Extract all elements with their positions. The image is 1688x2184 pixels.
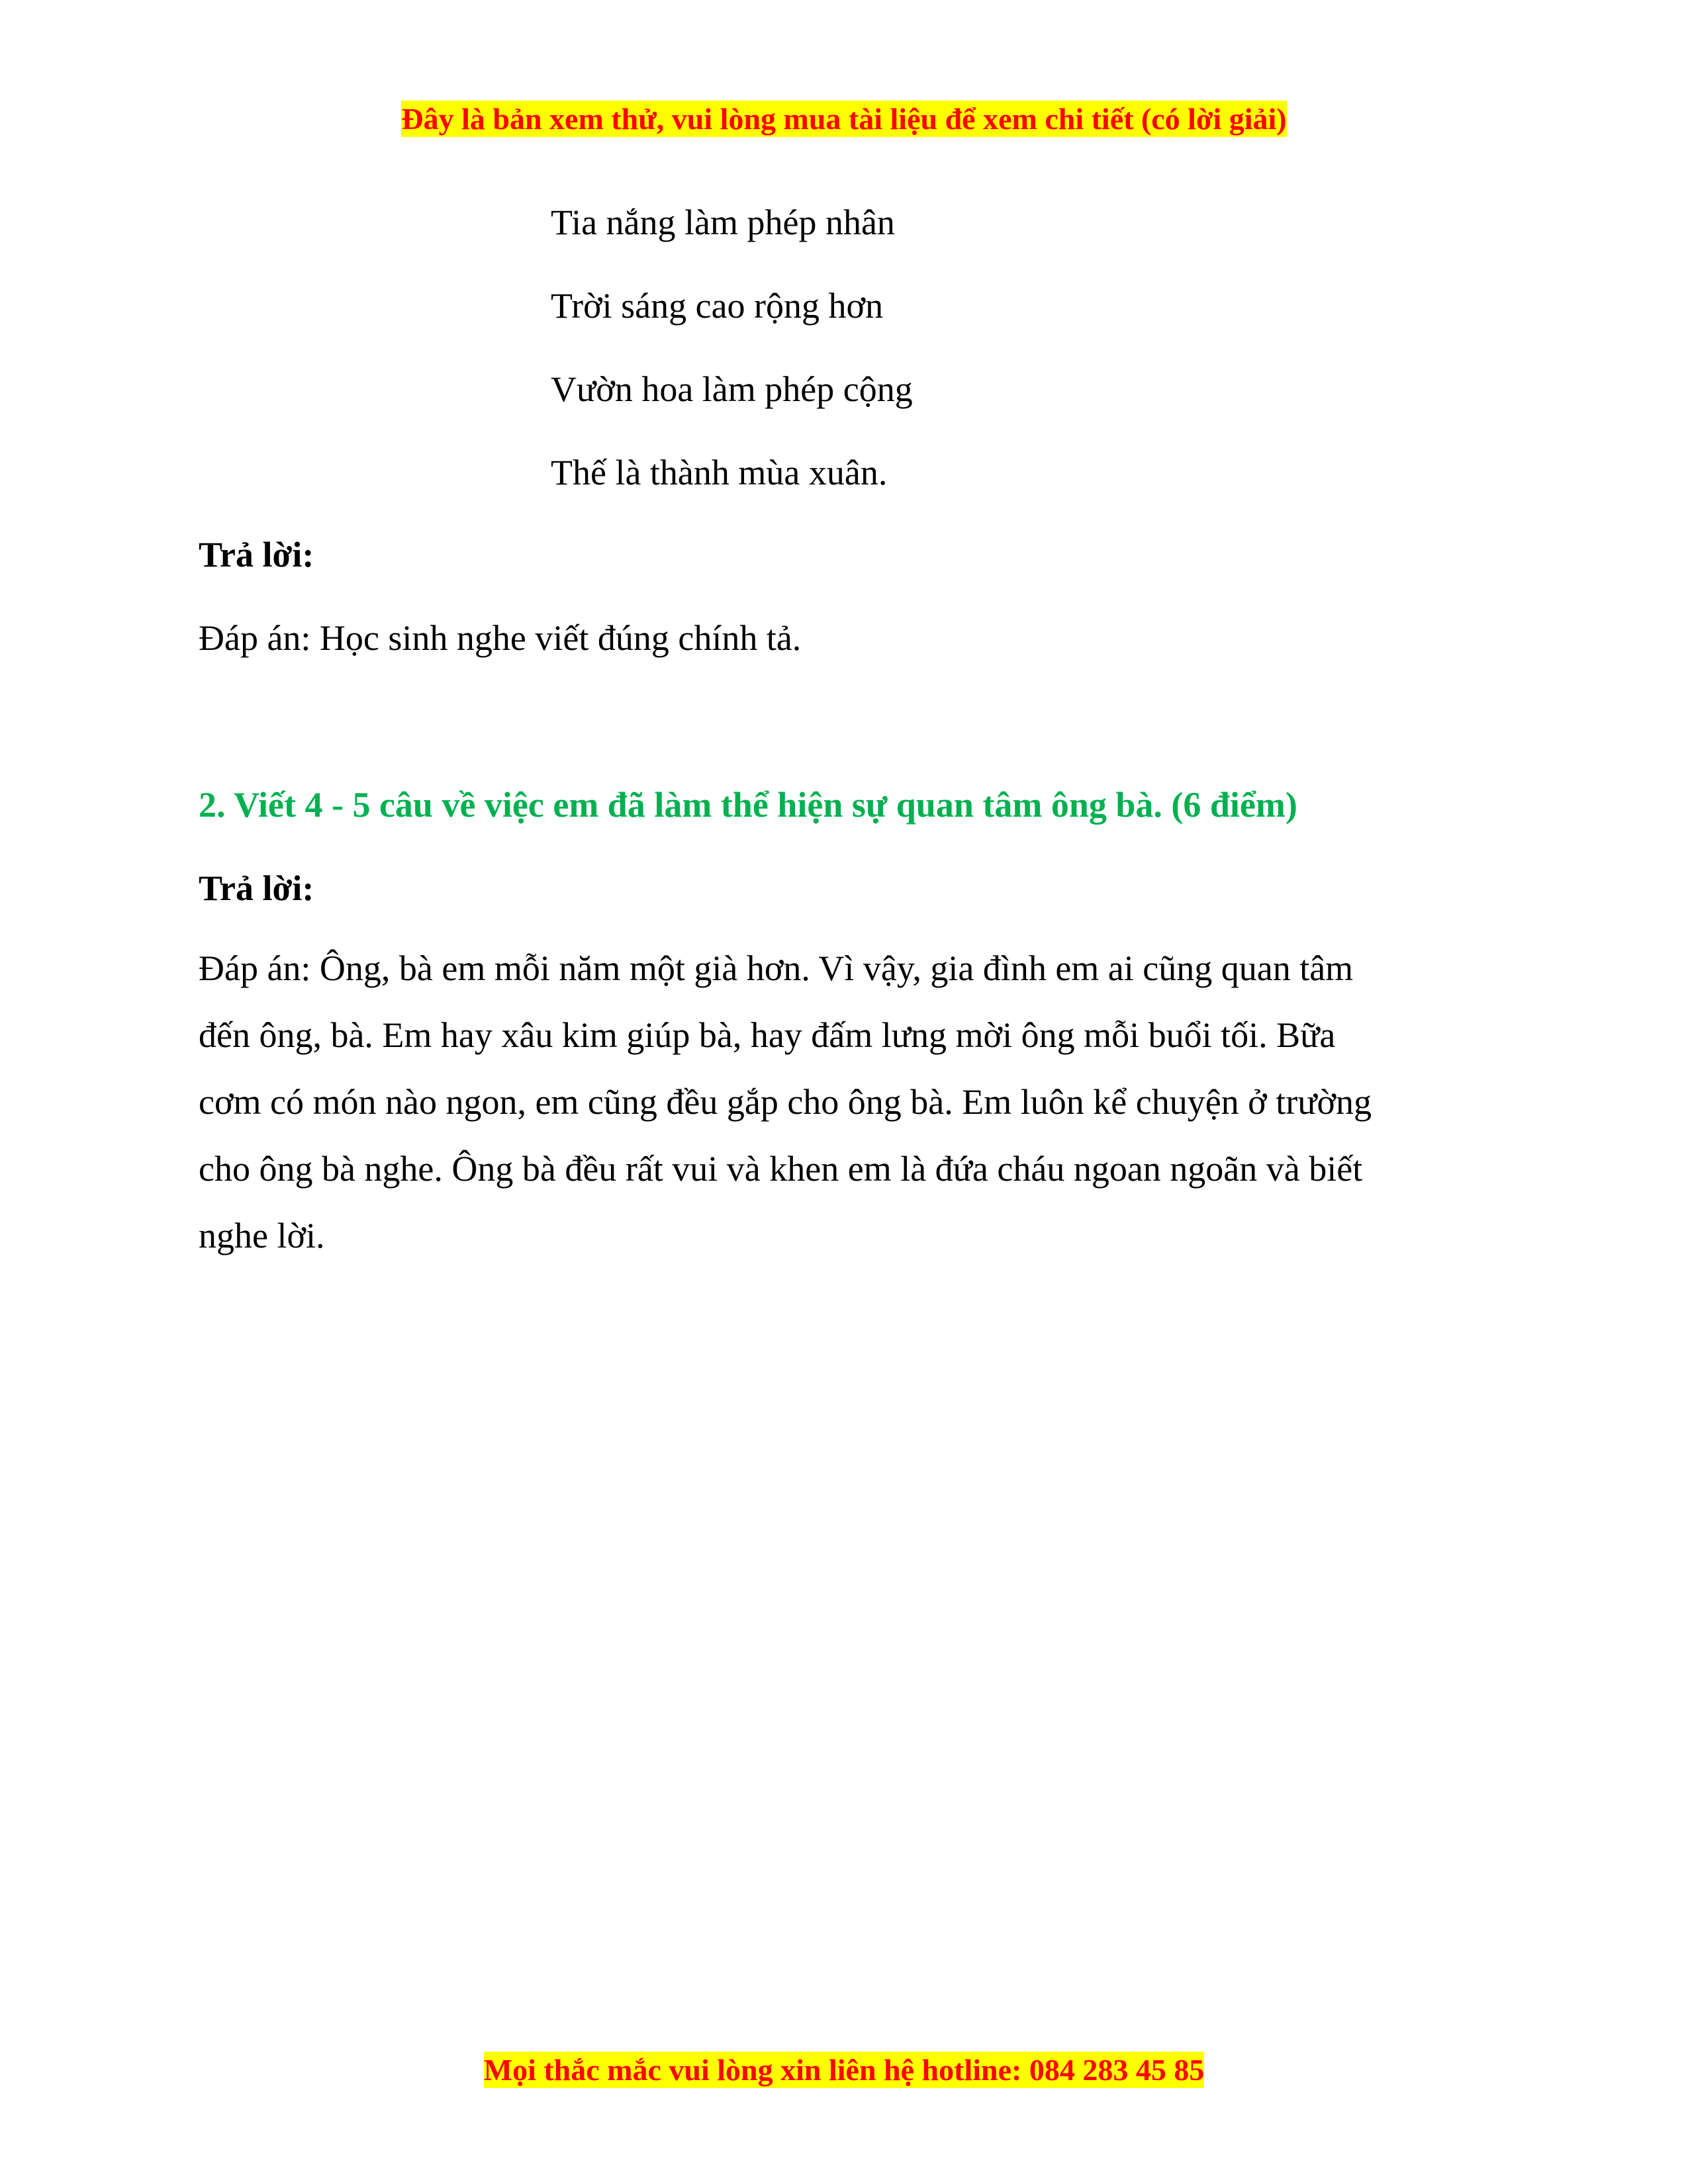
poem-line: Vườn hoa làm phép cộng xyxy=(551,369,913,409)
preview-notice-banner xyxy=(0,99,1688,139)
hotline-text: Mọi thắc mắc vui lòng xin liên hệ hotline: 084 283 45 85 xyxy=(483,2053,1205,2087)
poem-line: Trời sáng cao rộng hơn xyxy=(551,286,884,326)
question-heading: 2. Viết 4 - 5 câu về việc em đã làm thể hiện sự quan tâm ông bà. (6 điểm) xyxy=(199,785,1297,825)
answer-paragraph-line: đến ông, bà. Em hay xâu kim giúp bà, hay đấm lưng mời ông mỗi buổi tối. Bữa xyxy=(199,1015,1336,1055)
answer-text: Đáp án: Học sinh nghe viết đúng chính tả. xyxy=(199,618,802,658)
answer-paragraph-line: cho ông bà nghe. Ông bà đều rất vui và khen em là đứa cháu ngoan ngoãn và biết xyxy=(199,1149,1363,1189)
preview-notice-text: Đây là bản xem thử, vui lòng mua tài liệu để xem chi tiết (có lời giải) xyxy=(401,102,1287,136)
answer-paragraph xyxy=(199,935,1489,1269)
answer-paragraph-line: nghe lời. xyxy=(199,1216,325,1255)
answer-paragraph-line: cơm có món nào ngon, em cũng đều gắp cho ông bà. Em luôn kể chuyện ở trường xyxy=(199,1082,1372,1122)
answer-label: Trả lời: xyxy=(199,868,314,908)
hotline-banner xyxy=(0,2050,1688,2090)
poem-line: Thế là thành mùa xuân. xyxy=(551,453,888,492)
poem xyxy=(551,196,913,529)
answer-paragraph-line: Đáp án: Ông, bà em mỗi năm một già hơn. Vì vậy, gia đình em ai cũng quan tâm xyxy=(199,948,1354,988)
answer-label: Trả lời: xyxy=(199,535,314,574)
poem-line: Tia nắng làm phép nhân xyxy=(551,203,895,242)
